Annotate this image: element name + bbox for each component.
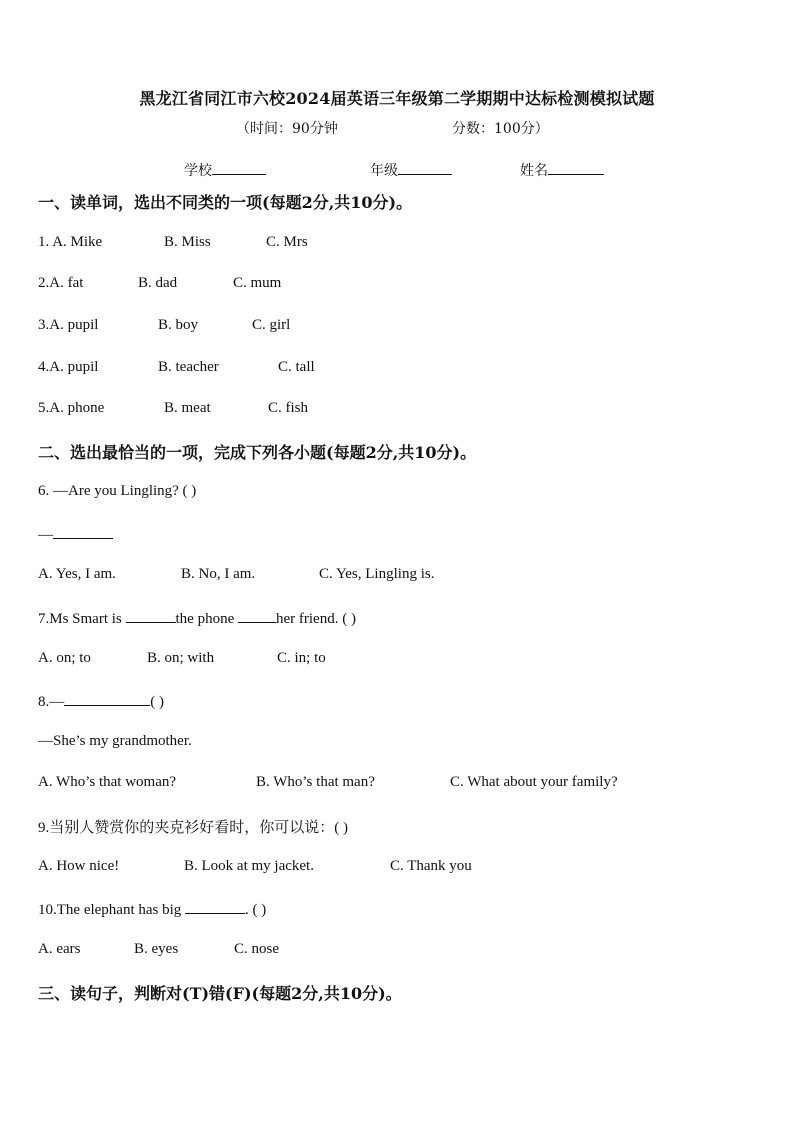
- option-c[interactable]: C. Yes, Lingling is.: [319, 566, 435, 582]
- option-b[interactable]: B. boy: [158, 317, 199, 333]
- name-field[interactable]: [520, 160, 604, 180]
- question-1: [38, 234, 308, 251]
- name-blank[interactable]: [548, 162, 604, 175]
- section-3-heading: 三、读句子，判断对(T)错(F)(每题2分,共10分)。: [38, 984, 402, 1003]
- dash: —: [38, 527, 53, 543]
- stem-part: the phone: [175, 611, 238, 627]
- time-info: （时间：90分钟: [236, 121, 338, 137]
- question-number: 1.: [38, 234, 53, 250]
- option-a[interactable]: A. Yes, I am.: [38, 566, 116, 582]
- option-b[interactable]: B. eyes: [134, 941, 179, 957]
- question-10-stem: [38, 899, 266, 919]
- option-c[interactable]: C. What about your family?: [450, 774, 618, 790]
- option-b[interactable]: B. Miss: [164, 234, 211, 250]
- option-c[interactable]: C. mum: [233, 275, 282, 291]
- page-title: 黑龙江省同江市六校2024届英语三年级第二学期期中达标检测模拟试题: [139, 89, 655, 108]
- school-blank[interactable]: [212, 162, 266, 175]
- answer-blank[interactable]: [185, 899, 245, 914]
- score-info: 分数：100分）: [452, 121, 549, 137]
- grade-field[interactable]: [370, 160, 452, 180]
- option-b[interactable]: B. Look at my jacket.: [184, 858, 314, 874]
- stem-part: 10.The elephant has big: [38, 902, 186, 918]
- option-b[interactable]: B. No, I am.: [181, 566, 256, 582]
- option-c[interactable]: C. tall: [278, 359, 315, 375]
- question-8-options: [38, 774, 618, 791]
- school-field[interactable]: [184, 160, 266, 180]
- question-6-options: [38, 566, 435, 583]
- section-2-heading: 二、选出最恰当的一项，完成下列各小题(每题2分,共10分)。: [38, 443, 477, 462]
- option-a[interactable]: A. phone: [49, 400, 105, 416]
- option-c[interactable]: C. fish: [268, 400, 309, 416]
- question-number: 5.: [38, 400, 50, 416]
- question-5: [38, 400, 309, 417]
- option-a[interactable]: A. pupil: [49, 317, 99, 333]
- answer-blank[interactable]: [53, 524, 113, 539]
- answer-blank[interactable]: [238, 608, 276, 623]
- option-b[interactable]: B. teacher: [158, 359, 219, 375]
- stem-part: 7.Ms Smart is: [38, 611, 126, 627]
- question-6-reply: [38, 524, 113, 544]
- school-label: 学校: [184, 163, 212, 179]
- grade-label: 年级: [370, 163, 398, 179]
- answer-blank[interactable]: [126, 608, 176, 623]
- question-8-stem: [38, 691, 164, 711]
- name-label: 姓名: [520, 163, 548, 179]
- stem-part: . ( ): [245, 902, 267, 918]
- question-7-options: [38, 650, 326, 667]
- question-6-stem: 6. —Are you Lingling? ( ): [38, 483, 197, 499]
- question-9-options: [38, 858, 472, 875]
- option-c[interactable]: C. Thank you: [390, 858, 472, 874]
- option-c[interactable]: C. nose: [234, 941, 279, 957]
- question-9-stem: 9.当别人赞赏你的夹克衫好看时，你可以说：( ): [38, 820, 348, 836]
- option-c[interactable]: C. in; to: [277, 650, 326, 666]
- option-b[interactable]: B. on; with: [147, 650, 215, 666]
- option-c[interactable]: C. girl: [252, 317, 291, 333]
- option-a[interactable]: A. ears: [38, 941, 81, 957]
- stem-part: ( ): [150, 694, 164, 710]
- option-a[interactable]: A. fat: [49, 275, 84, 291]
- question-number: 3.: [38, 317, 50, 333]
- question-10-options: [38, 941, 279, 958]
- option-a[interactable]: A. on; to: [38, 650, 91, 666]
- section-1-heading: 一、读单词，选出不同类的一项(每题2分,共10分)。: [38, 193, 413, 212]
- option-c[interactable]: C. Mrs: [266, 234, 308, 250]
- question-8-reply: —She’s my grandmother.: [38, 733, 192, 749]
- stem-part: 8.—: [38, 694, 65, 710]
- grade-blank[interactable]: [398, 162, 452, 175]
- question-number: 4.: [38, 359, 50, 375]
- option-b[interactable]: B. dad: [138, 275, 178, 291]
- option-a[interactable]: A. How nice!: [38, 858, 120, 874]
- question-2: [38, 275, 282, 292]
- option-b[interactable]: B. Who’s that man?: [256, 774, 375, 790]
- option-a[interactable]: A. Who’s that woman?: [38, 774, 177, 790]
- option-a[interactable]: A. Mike: [52, 234, 103, 250]
- question-number: 2.: [38, 275, 50, 291]
- option-b[interactable]: B. meat: [164, 400, 211, 416]
- question-3: [38, 317, 291, 334]
- stem-part: her friend. ( ): [276, 611, 356, 627]
- question-4: [38, 359, 315, 376]
- question-7-stem: [38, 608, 356, 628]
- answer-blank[interactable]: [64, 691, 150, 706]
- option-a[interactable]: A. pupil: [49, 359, 99, 375]
